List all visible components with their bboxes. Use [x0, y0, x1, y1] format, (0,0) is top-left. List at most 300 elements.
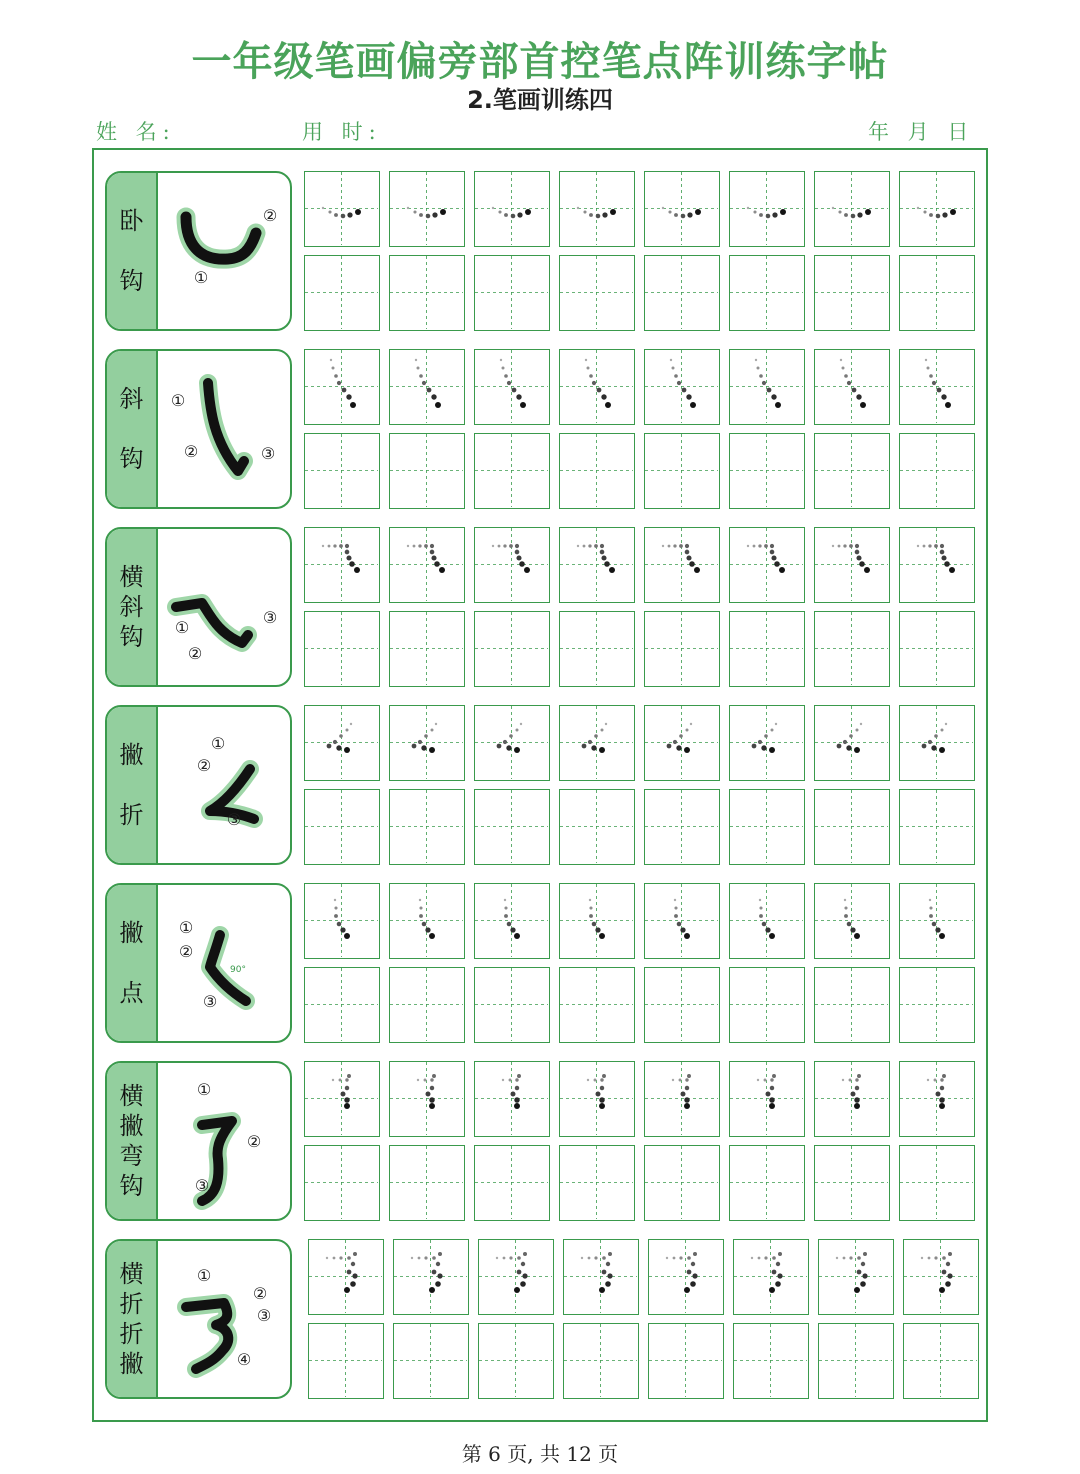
trace-cell[interactable] [474, 349, 550, 425]
step-number: ② [262, 206, 278, 225]
tian-grid [560, 350, 633, 423]
tian-grid [560, 528, 633, 601]
trace-cell[interactable] [389, 883, 465, 959]
tian-grid [815, 256, 888, 329]
trace-cell[interactable] [814, 527, 890, 603]
tian-grid [475, 1146, 548, 1219]
blank-cell[interactable] [478, 1323, 554, 1399]
trace-cell[interactable] [304, 527, 380, 603]
trace-dot [769, 933, 775, 939]
trace-dot [854, 747, 860, 753]
tian-grid [815, 1062, 888, 1135]
blank-cell[interactable] [899, 1145, 975, 1221]
trace-cell[interactable] [478, 1239, 554, 1315]
trace-dot [770, 1078, 773, 1081]
trace-dot [345, 1086, 349, 1090]
blank-cell[interactable] [559, 611, 635, 687]
name-field-label[interactable]: 姓 名: [96, 120, 176, 144]
trace-dot [332, 1079, 334, 1081]
blank-cell[interactable] [814, 789, 890, 865]
blank-cell[interactable] [644, 789, 720, 865]
trace-cell[interactable] [474, 883, 550, 959]
tian-grid [390, 172, 463, 245]
blank-cell[interactable] [899, 433, 975, 509]
trace-cell[interactable] [818, 1239, 894, 1315]
trace-dot [333, 740, 337, 744]
stroke-card [105, 171, 292, 331]
trace-dot [692, 1273, 697, 1278]
trace-dot [679, 1079, 682, 1082]
trace-cell[interactable] [814, 349, 890, 425]
step-number: ① [178, 918, 194, 937]
trace-dot [854, 1097, 859, 1102]
trace-dot [345, 544, 349, 548]
blank-cell[interactable] [389, 1145, 465, 1221]
blank-cell[interactable] [814, 433, 890, 509]
trace-dot [577, 207, 579, 209]
trace-cell[interactable] [389, 349, 465, 425]
trace-dot [672, 1079, 674, 1081]
trace-dot [592, 922, 597, 927]
trace-dot [515, 1078, 518, 1081]
trace-cell[interactable] [644, 171, 720, 247]
page-subtitle: 2.笔画训练四 [467, 86, 613, 114]
tian-grid [904, 1240, 977, 1313]
trace-cell[interactable] [644, 883, 720, 959]
blank-cell[interactable] [389, 433, 465, 509]
trace-cell[interactable] [903, 1239, 979, 1315]
tian-grid [815, 172, 888, 245]
trace-cell[interactable] [729, 705, 805, 781]
blank-cell[interactable] [729, 967, 805, 1043]
trace-dot [747, 207, 749, 209]
trace-cell[interactable] [814, 705, 890, 781]
trace-dot [758, 544, 761, 547]
stroke-demo [158, 351, 290, 507]
trace-dot [520, 1281, 526, 1287]
blank-cell[interactable] [304, 789, 380, 865]
trace-dot [429, 1103, 435, 1109]
trace-dot [334, 374, 338, 378]
tian-grid [560, 256, 633, 329]
tian-grid [815, 1146, 888, 1219]
trace-cell[interactable] [814, 171, 890, 247]
trace-dot [836, 1257, 838, 1259]
trace-dot [765, 927, 770, 932]
blank-cell[interactable] [644, 967, 720, 1043]
tian-grid [560, 434, 633, 507]
blank-cell[interactable] [903, 1323, 979, 1399]
tian-grid [649, 1240, 722, 1313]
trace-dot [337, 922, 342, 927]
trace-dot [928, 544, 931, 547]
trace-dot [844, 906, 847, 909]
trace-dot [322, 545, 324, 547]
blank-cell[interactable] [474, 255, 550, 331]
blank-cell[interactable] [729, 433, 805, 509]
trace-cell[interactable] [899, 705, 975, 781]
trace-cell[interactable] [729, 1061, 805, 1137]
trace-dot [334, 213, 338, 217]
blank-cell[interactable] [559, 433, 635, 509]
trace-cell[interactable] [393, 1239, 469, 1315]
blank-cell[interactable] [308, 1323, 384, 1399]
trace-cell[interactable] [729, 349, 805, 425]
trace-dot [686, 555, 691, 560]
trace-dot [772, 1256, 776, 1260]
trace-cell[interactable] [644, 349, 720, 425]
blank-cell[interactable] [304, 967, 380, 1043]
stroke-name-panel [107, 707, 158, 863]
step-number: ① [196, 1266, 212, 1285]
trace-dot [948, 1252, 952, 1256]
stroke-card [105, 527, 292, 687]
trace-dot [769, 1097, 774, 1102]
tian-grid [815, 528, 888, 601]
trace-dot [412, 744, 417, 749]
trace-cell[interactable] [474, 171, 550, 247]
trace-cell[interactable] [559, 171, 635, 247]
blank-cell[interactable] [814, 611, 890, 687]
step-number: ① [170, 391, 186, 410]
trace-cell[interactable] [389, 171, 465, 247]
trace-cell[interactable] [474, 527, 550, 603]
tian-grid [815, 612, 888, 685]
blank-cell[interactable] [818, 1323, 894, 1399]
trace-cell[interactable] [559, 705, 635, 781]
stroke-name: 卧 钩 [119, 207, 144, 295]
blank-cell[interactable] [814, 255, 890, 331]
blank-cell[interactable] [304, 1145, 380, 1221]
trace-dot [929, 899, 931, 901]
trace-dot [673, 740, 677, 744]
tian-grid [390, 706, 463, 779]
trace-dot [679, 1256, 682, 1259]
trace-dot [772, 1074, 776, 1078]
trace-dot [766, 1092, 771, 1097]
trace-dot [856, 394, 861, 399]
trace-cell[interactable] [304, 171, 380, 247]
page-number: 第 6 页, 共 12 页 [461, 1442, 619, 1466]
trace-dot [436, 1262, 440, 1266]
blank-cell[interactable] [899, 611, 975, 687]
trace-dot [601, 729, 604, 732]
trace-cell[interactable] [899, 527, 975, 603]
tian-grid [645, 256, 718, 329]
trace-dot [949, 567, 955, 573]
trace-dot [761, 745, 766, 750]
trace-dot [945, 723, 947, 725]
tian-grid [730, 706, 803, 779]
blank-cell[interactable] [644, 433, 720, 509]
step-number: ③ [256, 1306, 272, 1325]
trace-dot [517, 1270, 522, 1275]
trace-dot [345, 550, 350, 555]
trace-cell[interactable] [733, 1239, 809, 1315]
trace-dot [677, 381, 681, 385]
trace-dot [588, 544, 591, 547]
trace-dot [340, 927, 345, 932]
trace-dot [521, 1262, 525, 1266]
trace-dot [925, 359, 927, 361]
trace-dot [432, 1270, 437, 1275]
trace-dot [604, 561, 610, 567]
trace-cell[interactable] [729, 527, 805, 603]
time-field-label[interactable]: 用 时: [302, 120, 382, 144]
blank-cell[interactable] [474, 789, 550, 865]
trace-dot [769, 1103, 775, 1109]
trace-dot [328, 210, 331, 213]
blank-cell[interactable] [729, 789, 805, 865]
trace-dot [516, 555, 521, 560]
trace-dot [341, 1092, 346, 1097]
trace-dot [775, 723, 777, 725]
trace-dot [415, 359, 417, 361]
trace-dot [752, 744, 757, 749]
trace-dot [426, 214, 431, 219]
tian-grid [475, 706, 548, 779]
trace-dot [507, 922, 512, 927]
trace-dot [842, 1079, 844, 1081]
trace-dot [942, 212, 947, 217]
trace-dot [599, 933, 605, 939]
trace-dot [759, 899, 761, 901]
trace-cell[interactable] [559, 1061, 635, 1137]
stroke-name: 斜 钩 [119, 385, 144, 473]
tian-grid [560, 612, 633, 685]
trace-dot [843, 1257, 846, 1260]
blank-cell[interactable] [389, 255, 465, 331]
trace-dot [346, 729, 349, 732]
blank-cell[interactable] [559, 255, 635, 331]
trace-dot [662, 545, 664, 547]
tian-grid [649, 1324, 722, 1397]
blank-cell[interactable] [304, 611, 380, 687]
step-number: ② [196, 756, 212, 775]
tian-grid [815, 968, 888, 1041]
trace-dot [596, 1092, 601, 1097]
trace-cell[interactable] [814, 1061, 890, 1137]
blank-cell[interactable] [474, 433, 550, 509]
tian-grid [560, 1062, 633, 1135]
trace-dot [932, 381, 936, 385]
trace-dot [581, 1257, 583, 1259]
trace-dot [673, 1257, 676, 1260]
trace-dot [844, 213, 848, 217]
stroke-card [105, 349, 292, 509]
trace-cell[interactable] [304, 883, 380, 959]
trace-dot [843, 740, 847, 744]
trace-dot [674, 213, 678, 217]
trace-dot [601, 555, 606, 560]
trace-dot [347, 212, 352, 217]
blank-cell[interactable] [733, 1323, 809, 1399]
tian-grid [475, 612, 548, 685]
trace-dot [500, 359, 502, 361]
blank-cell[interactable] [559, 967, 635, 1043]
blank-cell[interactable] [393, 1323, 469, 1399]
trace-dot [524, 567, 530, 573]
tian-grid [475, 790, 548, 863]
trace-dot [681, 1092, 686, 1097]
blank-cell[interactable] [474, 967, 550, 1043]
blank-cell[interactable] [559, 789, 635, 865]
tian-grid [900, 612, 973, 685]
trace-dot [775, 1281, 781, 1287]
trace-cell[interactable] [389, 705, 465, 781]
blank-cell[interactable] [304, 255, 380, 331]
blank-cell[interactable] [304, 433, 380, 509]
trace-dot [857, 1256, 861, 1260]
trace-dot [417, 1079, 419, 1081]
trace-dot [600, 544, 604, 548]
blank-cell[interactable] [559, 1145, 635, 1221]
trace-dot [352, 1273, 357, 1278]
trace-dot [934, 1079, 937, 1082]
blank-cell[interactable] [644, 611, 720, 687]
trace-cell[interactable] [304, 1061, 380, 1137]
trace-dot [764, 544, 768, 548]
trace-cell[interactable] [729, 171, 805, 247]
trace-cell[interactable] [814, 883, 890, 959]
trace-dot [353, 1252, 357, 1256]
trace-dot [523, 1252, 527, 1256]
blank-cell[interactable] [729, 611, 805, 687]
trace-dot [944, 561, 950, 567]
trace-dot [351, 1262, 355, 1266]
trace-dot [429, 933, 435, 939]
trace-cell[interactable] [559, 349, 635, 425]
trace-dot [940, 1086, 944, 1090]
trace-dot [857, 212, 862, 217]
trace-dot [430, 550, 435, 555]
stroke-name: 横 撇 弯 钩 [119, 1082, 144, 1200]
trace-dot [418, 1257, 421, 1260]
trace-dot [417, 367, 420, 370]
blank-cell[interactable] [389, 611, 465, 687]
trace-dot [684, 1097, 689, 1102]
trace-dot [334, 914, 338, 918]
blank-cell[interactable] [389, 789, 465, 865]
trace-dot [330, 359, 332, 361]
trace-dot [758, 740, 762, 744]
blank-cell[interactable] [648, 1323, 724, 1399]
blank-cell[interactable] [729, 255, 805, 331]
blank-cell[interactable] [644, 255, 720, 331]
trace-cell[interactable] [474, 705, 550, 781]
trace-cell[interactable] [644, 705, 720, 781]
trace-dot [674, 906, 677, 909]
trace-cell[interactable] [644, 527, 720, 603]
trace-cell[interactable] [559, 527, 635, 603]
trace-dot [767, 388, 772, 393]
trace-cell[interactable] [304, 705, 380, 781]
stroke-demo [158, 173, 290, 329]
trace-dot [684, 1103, 690, 1109]
trace-dot [686, 729, 689, 732]
step-number: ③ [260, 444, 276, 463]
trace-dot [430, 1086, 434, 1090]
blank-cell[interactable] [474, 611, 550, 687]
step-number: ② [246, 1132, 262, 1151]
trace-cell[interactable] [563, 1239, 639, 1315]
trace-cell[interactable] [899, 349, 975, 425]
blank-cell[interactable] [899, 255, 975, 331]
blank-cell[interactable] [389, 967, 465, 1043]
trace-cell[interactable] [644, 1061, 720, 1137]
trace-dot [350, 723, 352, 725]
trace-cell[interactable] [389, 527, 465, 603]
trace-dot [587, 1079, 589, 1081]
trace-cell[interactable] [389, 1061, 465, 1137]
blank-cell[interactable] [899, 967, 975, 1043]
trace-dot [847, 381, 851, 385]
date-field-label[interactable]: 年 月 日 [868, 120, 975, 144]
trace-dot [322, 207, 324, 209]
trace-cell[interactable] [648, 1239, 724, 1315]
trace-dot [602, 1074, 606, 1078]
trace-dot [589, 906, 592, 909]
trace-dot [419, 374, 423, 378]
trace-cell[interactable] [899, 171, 975, 247]
trace-dot [432, 1256, 436, 1260]
trace-dot [662, 207, 664, 209]
tian-grid [900, 1146, 973, 1219]
trace-dot [419, 906, 422, 909]
tian-grid [390, 434, 463, 507]
trace-dot [605, 1281, 611, 1287]
tian-grid [309, 1240, 382, 1313]
trace-cell[interactable] [308, 1239, 384, 1315]
blank-cell[interactable] [644, 1145, 720, 1221]
step-number: ③ [226, 810, 242, 829]
trace-cell[interactable] [559, 883, 635, 959]
trace-dot [345, 1078, 348, 1081]
tian-grid [475, 528, 548, 601]
trace-cell[interactable] [729, 883, 805, 959]
trace-dot [691, 1262, 695, 1266]
trace-dot [856, 555, 861, 560]
trace-dot [844, 374, 848, 378]
trace-dot [939, 933, 945, 939]
trace-dot [931, 745, 936, 750]
blank-cell[interactable] [899, 789, 975, 865]
trace-cell[interactable] [474, 1061, 550, 1137]
trace-dot [577, 545, 579, 547]
trace-dot [435, 1281, 441, 1287]
blank-cell[interactable] [814, 967, 890, 1043]
tian-grid [819, 1240, 892, 1313]
trace-dot [583, 545, 586, 548]
blank-cell[interactable] [563, 1323, 639, 1399]
trace-dot [687, 1074, 691, 1078]
blank-cell[interactable] [729, 1145, 805, 1221]
trace-dot [929, 914, 933, 918]
trace-cell[interactable] [899, 883, 975, 959]
stroke-demo [158, 707, 290, 863]
trace-dot [517, 1074, 521, 1078]
tian-grid [900, 350, 973, 423]
trace-dot [432, 1074, 436, 1078]
trace-dot [520, 723, 522, 725]
trace-dot [941, 394, 946, 399]
blank-cell[interactable] [474, 1145, 550, 1221]
step-number: ② [183, 442, 199, 461]
trace-cell[interactable] [899, 1061, 975, 1137]
trace-cell[interactable] [304, 349, 380, 425]
blank-cell[interactable] [814, 1145, 890, 1221]
trace-dot [346, 555, 351, 560]
